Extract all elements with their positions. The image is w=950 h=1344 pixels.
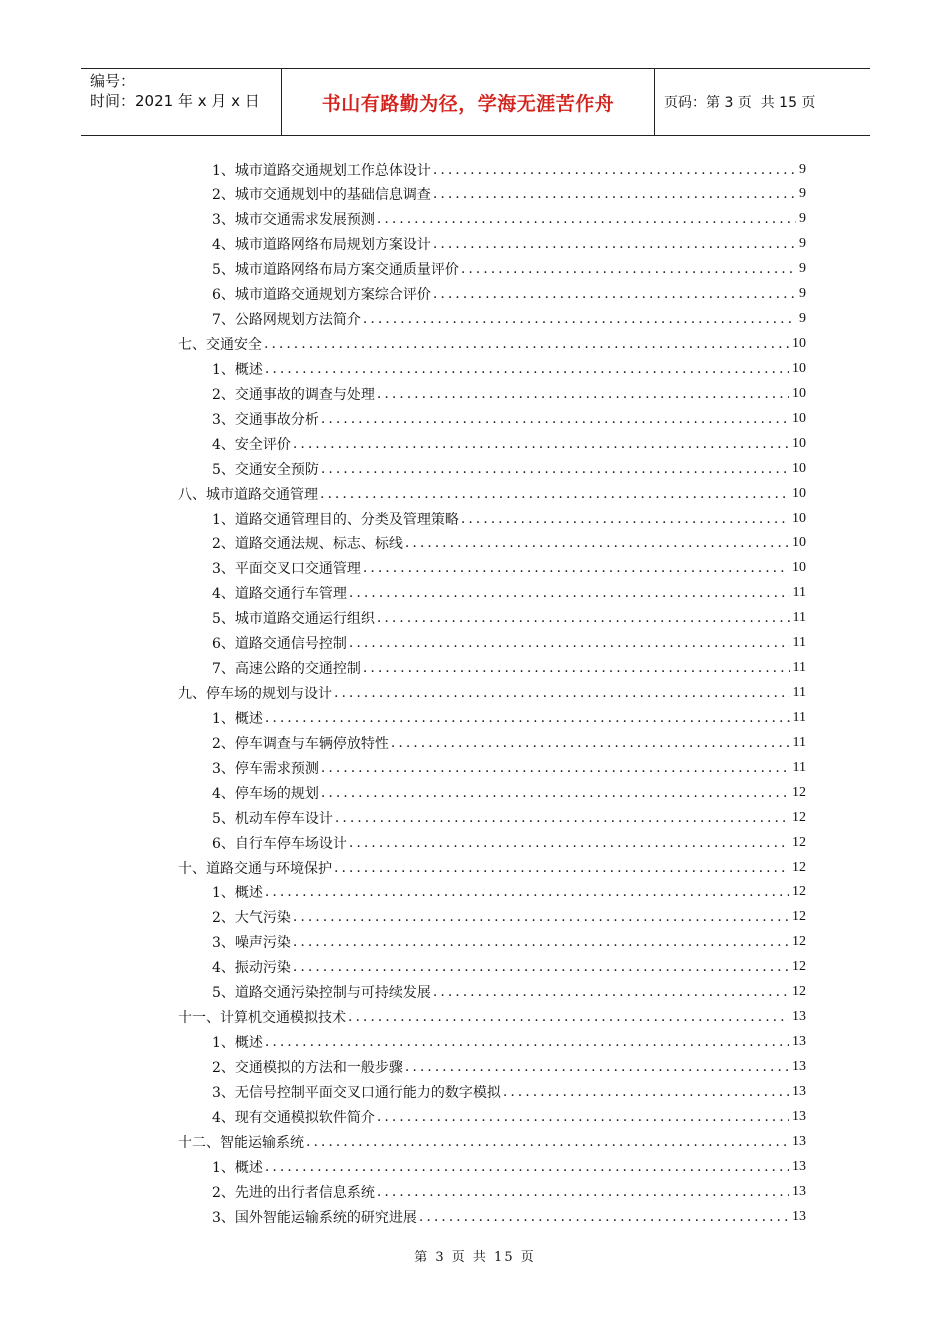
toc-subsection-entry[interactable] [212, 755, 806, 780]
toc-subsection-entry[interactable] [212, 182, 806, 207]
toc-dot-leader [334, 685, 790, 701]
toc-page-number: 13 [792, 1183, 806, 1199]
toc-dot-leader [377, 1184, 789, 1200]
toc-subsection-entry[interactable] [212, 257, 806, 282]
toc-subsection-entry[interactable] [212, 431, 806, 456]
toc-dot-leader [306, 1134, 789, 1150]
toc-subsection-entry[interactable] [212, 1030, 806, 1055]
toc-dot-leader [433, 286, 796, 302]
toc-subsection-entry[interactable] [212, 1154, 806, 1179]
toc-page-number: 13 [792, 1108, 806, 1124]
toc-subsection-entry[interactable] [212, 356, 806, 381]
toc-page-number: 9 [799, 286, 806, 302]
toc-subsection-entry[interactable] [212, 880, 806, 905]
toc-page-number: 11 [792, 709, 806, 725]
toc-entry-title: 八、城市道路交通管理 [178, 486, 318, 503]
toc-page-number: 9 [799, 261, 806, 277]
page-header [81, 68, 870, 136]
toc-subsection-entry[interactable] [212, 905, 806, 930]
toc-entry-title: 2、大气污染 [212, 910, 291, 927]
toc-page-number: 11 [792, 685, 806, 701]
toc-subsection-entry[interactable] [212, 207, 806, 232]
toc-page-number: 11 [792, 734, 806, 750]
toc-subsection-entry[interactable] [212, 631, 806, 656]
toc-dot-leader [377, 211, 796, 227]
toc-page-number: 10 [792, 385, 806, 401]
toc-subsection-entry[interactable] [212, 282, 806, 307]
toc-dot-leader [265, 710, 790, 726]
toc-page-number: 13 [792, 1133, 806, 1149]
toc-entry-title: 3、国外智能运输系统的研究进展 [212, 1209, 417, 1226]
toc-dot-leader [335, 810, 789, 826]
toc-subsection-entry[interactable] [212, 307, 806, 332]
toc-dot-leader [405, 535, 789, 551]
header-motto-cell [282, 69, 655, 135]
toc-entry-title: 4、道路交通行车管理 [212, 586, 347, 603]
toc-section-entry[interactable] [178, 681, 806, 706]
toc-dot-leader [264, 336, 789, 352]
toc-entry-title: 十、道路交通与环境保护 [178, 860, 332, 877]
toc-entry-title: 6、道路交通信号控制 [212, 636, 347, 653]
toc-dot-leader [293, 909, 789, 925]
toc-dot-leader [265, 884, 789, 900]
toc-page-number: 10 [792, 410, 806, 426]
toc-page-number: 9 [799, 211, 806, 227]
toc-dot-leader [377, 610, 790, 626]
toc-entry-title: 1、道路交通管理目的、分类及管理策略 [212, 511, 459, 528]
toc-entry-title: 2、城市交通规划中的基础信息调查 [212, 187, 431, 204]
toc-dot-leader [293, 934, 789, 950]
page-footer: 第 3 页 共 15 页 [414, 1250, 536, 1265]
serial-number-label: 编号： [90, 72, 136, 90]
toc-section-entry[interactable] [178, 1005, 806, 1030]
toc-page-number: 10 [792, 535, 806, 551]
toc-dot-leader [321, 785, 789, 801]
toc-entry-title: 5、交通安全预防 [212, 461, 319, 478]
toc-subsection-entry[interactable] [212, 531, 806, 556]
toc-page-number: 9 [799, 161, 806, 177]
toc-subsection-entry[interactable] [212, 381, 806, 406]
toc-page-number: 11 [792, 635, 806, 651]
toc-page-number: 12 [792, 859, 806, 875]
toc-page-number: 13 [792, 1034, 806, 1050]
toc-entry-title: 2、道路交通法规、标志、标线 [212, 536, 403, 553]
toc-entry-title: 3、停车需求预测 [212, 760, 319, 777]
toc-entry-title: 2、交通事故的调查与处理 [212, 386, 375, 403]
toc-section-entry[interactable] [178, 481, 806, 506]
toc-entry-title: 7、公路网规划方法简介 [212, 312, 361, 329]
toc-entry-title: 3、交通事故分析 [212, 411, 319, 428]
toc-page-number: 11 [792, 585, 806, 601]
toc-dot-leader [349, 835, 789, 851]
toc-entry-title: 4、城市道路网络布局规划方案设计 [212, 237, 431, 254]
toc-page-number: 10 [792, 336, 806, 351]
toc-subsection-entry[interactable] [212, 1054, 806, 1079]
toc-subsection-entry[interactable] [212, 656, 806, 681]
toc-dot-leader [391, 735, 790, 751]
toc-page-number: 10 [792, 510, 806, 526]
toc-page-number: 10 [792, 485, 806, 501]
toc-dot-leader [334, 860, 789, 876]
toc-subsection-entry[interactable] [212, 606, 806, 631]
toc-dot-leader [363, 660, 790, 676]
toc-page-number: 13 [792, 1058, 806, 1074]
toc-page-number: 12 [792, 909, 806, 925]
toc-entry-title: 4、振动污染 [212, 960, 291, 977]
toc-dot-leader [419, 1209, 789, 1225]
page-info-text: 页码：第 3 页 共 15 页 [664, 95, 816, 111]
toc-dot-leader [349, 635, 790, 651]
toc-entry-title: 5、道路交通污染控制与可持续发展 [212, 985, 431, 1002]
toc-page-number: 13 [792, 1009, 806, 1025]
toc-section-entry[interactable] [178, 332, 806, 357]
toc-entry-title: 九、停车场的规划与设计 [178, 686, 332, 703]
toc-dot-leader [321, 760, 790, 776]
toc-entry-title: 十一、计算机交通模拟技术 [178, 1010, 346, 1027]
toc-entry-title: 1、概述 [212, 1159, 263, 1176]
toc-subsection-entry[interactable] [212, 581, 806, 606]
toc-dot-leader [377, 386, 789, 402]
toc-dot-leader [433, 984, 789, 1000]
toc-dot-leader [503, 1084, 789, 1100]
toc-page-number: 12 [792, 809, 806, 825]
toc-dot-leader [433, 236, 796, 252]
toc-entry-title: 2、先进的出行者信息系统 [212, 1184, 375, 1201]
toc-entry-title: 1、概述 [212, 361, 263, 378]
toc-subsection-entry[interactable] [212, 232, 806, 257]
toc-dot-leader [461, 261, 796, 277]
toc-subsection-entry[interactable] [212, 955, 806, 980]
toc-dot-leader [363, 311, 796, 327]
toc-dot-leader [348, 1009, 789, 1025]
toc-entry-title: 4、现有交通模拟软件简介 [212, 1109, 375, 1126]
toc-entry-title: 4、安全评价 [212, 436, 291, 453]
toc-subsection-entry[interactable] [212, 1179, 806, 1204]
toc-dot-leader [265, 1034, 789, 1050]
toc-entry-title: 2、停车调查与车辆停放特性 [212, 735, 389, 752]
toc-dot-leader [363, 560, 789, 576]
toc-subsection-entry[interactable] [212, 980, 806, 1005]
toc-subsection-entry[interactable] [212, 556, 806, 581]
toc-dot-leader [349, 585, 790, 601]
toc-page-number: 12 [792, 784, 806, 800]
toc-subsection-entry[interactable] [212, 730, 806, 755]
motto-text: 书山有路勤为径，学海无涯苦作舟 [321, 92, 615, 115]
toc-subsection-entry[interactable] [212, 1104, 806, 1129]
toc-entry-title: 1、概述 [212, 1035, 263, 1052]
toc-page-number: 13 [792, 1083, 806, 1099]
toc-entry-title: 十二、智能运输系统 [178, 1134, 304, 1151]
toc-dot-leader [293, 436, 789, 452]
toc-entry-title: 3、无信号控制平面交叉口通行能力的数字模拟 [212, 1084, 501, 1101]
toc-subsection-entry[interactable] [212, 1079, 806, 1104]
header-page-info-cell [655, 69, 870, 135]
toc-entry-title: 2、交通模拟的方法和一般步骤 [212, 1059, 403, 1076]
toc-dot-leader [320, 486, 789, 502]
toc-page-number: 11 [792, 759, 806, 775]
toc-page-number: 13 [792, 1158, 806, 1174]
toc-subsection-entry[interactable] [212, 406, 806, 431]
toc-subsection-entry[interactable] [212, 157, 806, 182]
toc-subsection-entry[interactable] [212, 780, 806, 805]
toc-page-number: 9 [799, 311, 806, 327]
toc-page-number: 13 [792, 1208, 806, 1224]
toc-entry-title: 5、城市道路网络布局方案交通质量评价 [212, 262, 459, 279]
header-meta-cell [81, 69, 282, 135]
toc-entry-title: 4、停车场的规划 [212, 785, 319, 802]
toc-entry-title: 7、高速公路的交通控制 [212, 661, 361, 678]
toc-entry-title: 七、交通安全 [178, 337, 262, 353]
toc-entry-title: 1、概述 [212, 710, 263, 727]
toc-entry-title: 6、自行车停车场设计 [212, 835, 347, 852]
toc-page-number: 9 [799, 186, 806, 202]
toc-subsection-entry[interactable] [212, 830, 806, 855]
toc-subsection-entry[interactable] [212, 805, 806, 830]
toc-subsection-entry[interactable] [212, 930, 806, 955]
toc-dot-leader [265, 1159, 789, 1175]
toc-page-number: 12 [792, 984, 806, 1000]
toc-entry-title: 3、城市交通需求发展预测 [212, 212, 375, 229]
toc-page-number: 9 [799, 236, 806, 252]
toc-entry-title: 5、机动车停车设计 [212, 810, 333, 827]
toc-page-number: 12 [792, 934, 806, 950]
toc-subsection-entry[interactable] [212, 456, 806, 481]
toc-dot-leader [405, 1059, 789, 1075]
toc-entry-title: 6、城市道路交通规划方案综合评价 [212, 287, 431, 304]
toc-entry-title: 1、概述 [212, 885, 263, 902]
toc-page-number: 10 [792, 460, 806, 476]
toc-page-number: 12 [792, 884, 806, 900]
toc-page-number: 11 [792, 660, 806, 676]
toc-page-number: 10 [792, 360, 806, 376]
toc-page-number: 11 [792, 610, 806, 626]
toc-page-number: 10 [792, 560, 806, 576]
toc-dot-leader [321, 411, 789, 427]
toc-dot-leader [433, 186, 796, 202]
toc-page-number: 10 [792, 435, 806, 451]
toc-entry-title: 3、平面交叉口交通管理 [212, 561, 361, 578]
toc-dot-leader [433, 162, 796, 178]
toc-dot-leader [377, 1109, 789, 1125]
toc-subsection-entry[interactable] [212, 506, 806, 531]
toc-page-number: 12 [792, 959, 806, 975]
toc-dot-leader [265, 361, 789, 377]
toc-section-entry[interactable] [178, 1129, 806, 1154]
toc-entry-title: 3、噪声污染 [212, 935, 291, 952]
toc-dot-leader [321, 461, 789, 477]
toc-subsection-entry[interactable] [212, 1204, 806, 1229]
toc-dot-leader [293, 959, 789, 975]
toc-entry-title: 5、城市道路交通运行组织 [212, 611, 375, 628]
toc-subsection-entry[interactable] [212, 705, 806, 730]
toc-entry-title: 1、城市道路交通规划工作总体设计 [212, 162, 431, 179]
date-label: 时间：2021 年 x 月 x 日 [90, 92, 260, 110]
toc-page-number: 12 [792, 834, 806, 850]
toc-section-entry[interactable] [178, 855, 806, 880]
toc-dot-leader [461, 511, 789, 527]
